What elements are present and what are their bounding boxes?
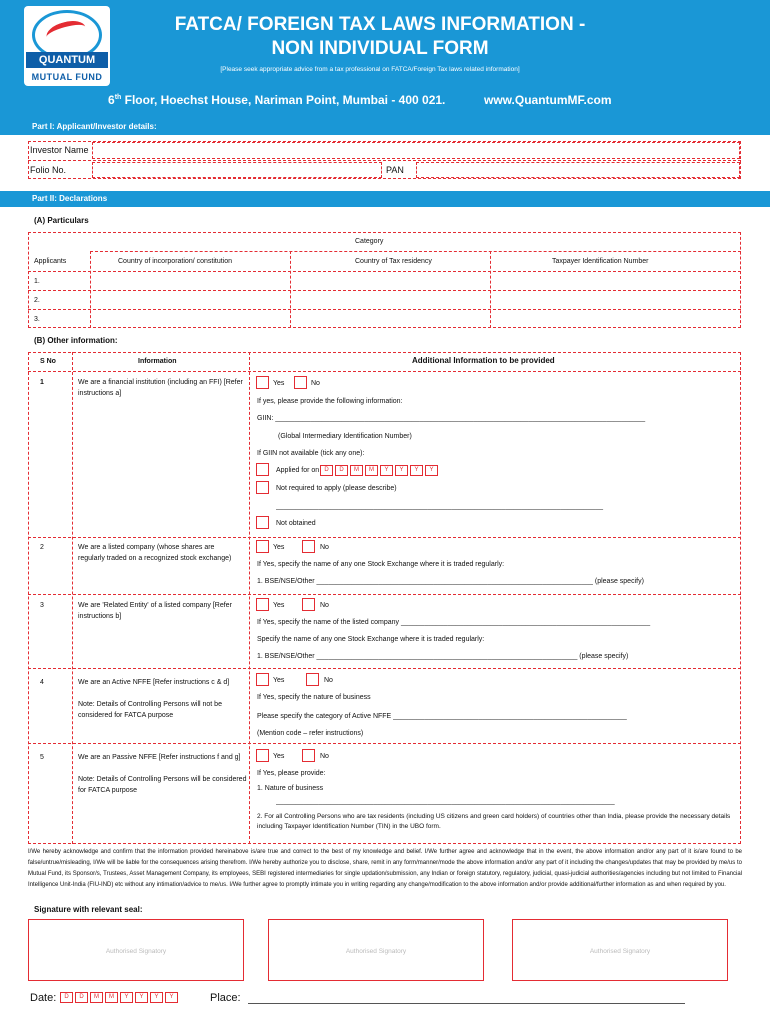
q2-yes-label: Yes — [273, 544, 285, 551]
signature-box-3[interactable]: Authorised Signatory — [512, 919, 728, 981]
particulars-heading: (A) Particulars — [34, 216, 89, 225]
q5-yes-checkbox[interactable] — [256, 749, 269, 762]
q4-note: Note: Details of Controlling Persons will not be considered for FATCA purpose — [78, 701, 222, 719]
q1-not-available: If GIIN not available (tick any one): — [257, 450, 365, 457]
q3-number: 3 — [40, 602, 44, 609]
q4-yes-checkbox[interactable] — [256, 673, 269, 686]
pan-label: PAN — [386, 165, 404, 175]
q5-nature-line[interactable]: _______________________________________________________________________________________ — [276, 798, 615, 805]
q2-no-label: No — [320, 544, 329, 551]
header-banner — [0, 0, 770, 119]
country-tax-header: Country of Tax residency — [355, 258, 432, 265]
q5-no-label: No — [320, 753, 329, 760]
particulars-row-2: 2. — [34, 297, 40, 304]
q5-yes-label: Yes — [273, 753, 285, 760]
applicants-header: Applicants — [34, 258, 67, 265]
date-label: Date: — [30, 992, 57, 1004]
q2-no-checkbox[interactable] — [302, 540, 315, 553]
q1-describe-line[interactable]: ____________________________________________________________________________________ — [276, 503, 604, 510]
particulars-row-3: 3. — [34, 316, 40, 323]
q2-exchange-field[interactable]: 1. BSE/NSE/Other _______________________________________________________________________ (please specify) — [257, 578, 644, 585]
q5-number: 5 — [40, 754, 44, 761]
q1-yes-checkbox[interactable] — [256, 376, 269, 389]
other-info-table — [28, 352, 741, 844]
q2-yes-checkbox[interactable] — [256, 540, 269, 553]
address-sup: th — [114, 94, 122, 101]
q1-yes-label: Yes — [273, 380, 285, 387]
declaration-text: I/We hereby acknowledge and confirm that the information provided hereinabove is/are true and correct to the best of my knowledge and belief. I/We further agree and acknowledge that in the event, the above information and/or any part of it is/are found to be false/untrue/misleading, I/We will be liable for the consequences arising therefrom. I/We hereby authorize you to disclose, share, remit in any form/manner/mode the above information and/or any part of it including the changes/updates that may be provided by me/us to Mutual Fund, its Sponsor/s, Trustees, Asset Management Company, its employees, SEBI registered intermediaries for single updation/submission, any Indian or foreign statutory, regulatory, judicial, quasi-judicial authorities/agencies including but not limited to Financial Intelligence Unit-India (FIU-IND) etc without any intimation/advice to me/us. I/We further agree to promptly intimate you in writing regarding any change/modification to the above information and/or provide additional/further information as and when required by you. — [28, 849, 742, 888]
quantum-logo — [24, 6, 110, 86]
pan-field[interactable] — [416, 162, 740, 178]
investor-name-field[interactable] — [92, 142, 740, 159]
q3-yes-checkbox[interactable] — [256, 598, 269, 611]
q3-text: We are 'Related Entity' of a listed company [Refer instructions b] — [78, 602, 232, 620]
q3-no-label: No — [320, 602, 329, 609]
q5-text: We are an Passive NFFE [Refer instructions f and g] — [78, 754, 241, 761]
additional-info-header: Additional Information to be provided — [412, 356, 555, 365]
logo-subtext: MUTUAL FUND — [31, 72, 103, 82]
q4-no-label: No — [324, 677, 333, 684]
advice-note: [Please seek appropriate advice from a tax professional on FATCA/Foreign Tax laws related information] — [220, 66, 520, 73]
q4-category-field[interactable]: Please specify the category of Active NFFE ____________________________________________________________ — [257, 713, 627, 720]
logo-text: QUANTUM — [26, 52, 108, 68]
q1-applied-label: Applied for on — [276, 467, 320, 474]
part1-heading: Part I: Applicant/Investor details: — [0, 119, 770, 135]
q5-provide-label: If Yes, please provide: — [257, 770, 326, 777]
q4-yes-label: Yes — [273, 677, 285, 684]
q1-giin-field[interactable]: GIIN: _______________________________________________________________________________________________ — [257, 415, 646, 422]
signature-label: Signature with relevant seal: — [34, 905, 143, 914]
signature-box-1[interactable]: Authorised Signatory — [28, 919, 244, 981]
q5-no-checkbox[interactable] — [302, 749, 315, 762]
q4-nature-label: If Yes, specify the nature of business — [257, 694, 371, 701]
q3-exchange-field[interactable]: 1. BSE/NSE/Other ___________________________________________________________________ (please specify) — [257, 653, 629, 660]
investor-name-label: Investor Name — [30, 145, 89, 155]
q4-no-checkbox[interactable] — [306, 673, 319, 686]
q3-yes-label: Yes — [273, 602, 285, 609]
signature-box-2[interactable]: Authorised Signatory — [268, 919, 484, 981]
q2-number: 2 — [40, 544, 44, 551]
q1-notobtained-label: Not obtained — [276, 520, 316, 527]
q3-instruction: Specify the name of any one Stock Exchange where it is traded regularly: — [257, 636, 485, 643]
other-info-heading: (B) Other information: — [34, 336, 118, 345]
q5-note: Note: Details of Controlling Persons will be considered for FATCA purpose — [78, 776, 247, 794]
q5-controlling-persons: 2. For all Controlling Persons who are tax residents (including US citizens and green card holders) of countries other than India, please provide the necessary details including Taxpayer Identification Number (TIN) in the UBO form. — [257, 813, 731, 830]
address-text: Floor, Hoechst House, Nariman Point, Mumbai - 400 021. — [121, 93, 446, 107]
website: www.QuantumMF.com — [484, 93, 612, 107]
q3-no-checkbox[interactable] — [302, 598, 315, 611]
q1-no-checkbox[interactable] — [294, 376, 307, 389]
q1-notrequired-label: Not required to apply (please describe) — [276, 485, 397, 492]
q1-giin-note: (Global Intermediary Identification Number) — [278, 433, 412, 440]
information-header: Information — [138, 358, 177, 365]
q2-text: We are a listed company (whose shares are regularly traded on a recognized stock exchange) — [78, 544, 232, 562]
date-cells[interactable]: D D M M Y Y Y Y — [60, 992, 180, 1003]
particulars-table — [28, 232, 741, 328]
category-header: Category — [355, 238, 384, 245]
q1-number: 1 — [40, 379, 44, 386]
place-label: Place: — [210, 992, 241, 1004]
title-line-1: FATCA/ FOREIGN TAX LAWS INFORMATION - — [174, 14, 586, 35]
q3-listed-company-field[interactable]: If Yes, specify the name of the listed company ________________________________________________________________ — [257, 619, 651, 626]
q1-instruction: If yes, please provide the following information: — [257, 398, 403, 405]
q1-notobtained-checkbox[interactable] — [256, 516, 269, 529]
q5-nature-label: 1. Nature of business — [257, 785, 324, 792]
country-incorporation-header: Country of incorporation/ constitution — [118, 258, 233, 265]
particulars-row-1: 1. — [34, 278, 40, 285]
sno-header: S No — [40, 358, 56, 365]
q1-applied-checkbox[interactable] — [256, 463, 269, 476]
tin-header: Taxpayer Identification Number — [552, 258, 649, 265]
folio-field[interactable] — [92, 162, 382, 178]
q4-code-note: (Mention code – refer instructions) — [257, 730, 364, 737]
q1-notrequired-checkbox[interactable] — [256, 481, 269, 494]
q1-text: We are a financial institution (including an FFI) [Refer instructions a] — [78, 379, 243, 397]
folio-label: Folio No. — [30, 165, 67, 175]
title-line-2: NON INDIVIDUAL FORM — [271, 38, 489, 59]
place-field[interactable] — [248, 1003, 685, 1004]
q4-number: 4 — [40, 679, 44, 686]
q2-instruction: If Yes, specify the name of any one Stock Exchange where it is traded regularly: — [257, 561, 505, 568]
address — [108, 93, 445, 107]
address-num: 6 — [108, 93, 115, 107]
q4-text: We are an Active NFFE [Refer instructions c & d] — [78, 679, 230, 686]
q1-no-label: No — [311, 380, 320, 387]
q1-applied-date[interactable]: D D M M Y Y Y Y — [320, 465, 440, 476]
part2-heading: Part II: Declarations — [0, 191, 770, 207]
